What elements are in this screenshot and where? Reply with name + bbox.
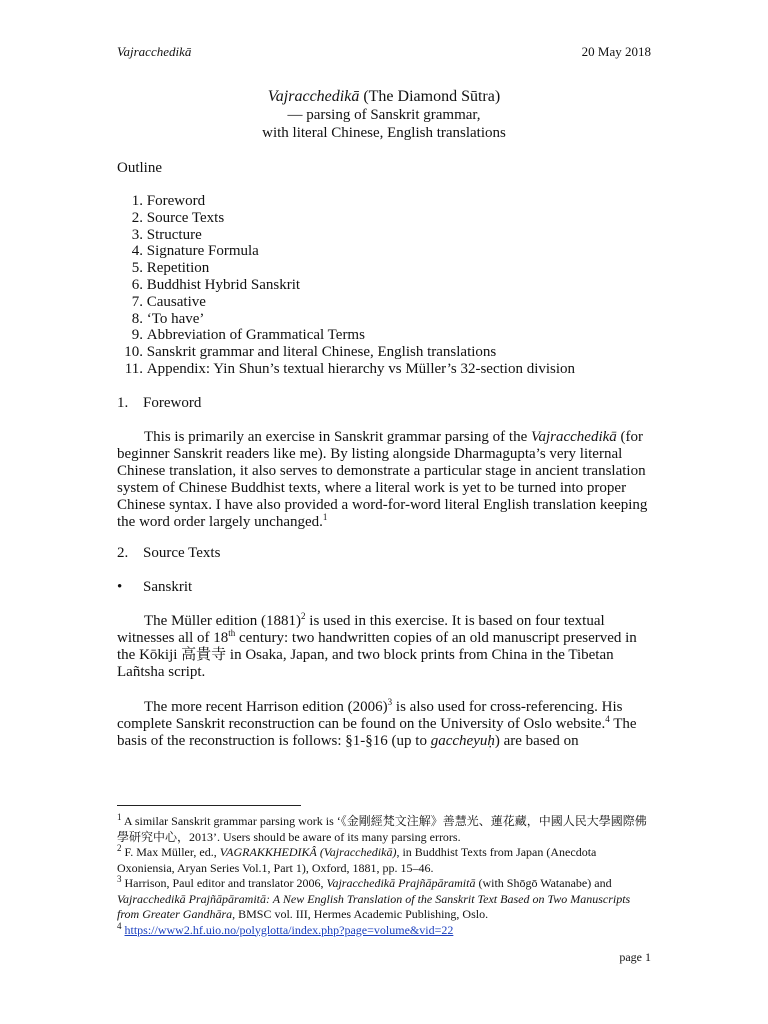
footnote-text: A similar Sanskrit grammar parsing work is ‘《金剛經梵文注解》善慧光、蓮花藏，中國人民大學國際佛學研究中心，2013’. Users should be aware of its many parsing errors.	[117, 814, 647, 844]
ordinal-suffix: th	[228, 628, 236, 638]
outline-item	[117, 193, 651, 210]
footnote-text-italic: Vajracchedikā Prajñāpāramitā: A New English Translation of the Sanskrit Text Based on Two Manuscripts from Greater Gandhāra	[117, 891, 631, 921]
document-title	[117, 88, 651, 106]
title-italic: Vajracchedikā	[267, 88, 360, 105]
bullet-text: Sanskrit	[143, 579, 193, 595]
footnote-ref[interactable]: 1	[322, 512, 328, 522]
footnote-text: F. Max Müller, ed.,	[121, 845, 220, 859]
outline-item	[117, 243, 651, 260]
foreword-paragraph	[117, 429, 651, 531]
outline-item-text: Repetition	[146, 260, 210, 277]
footnote-ref[interactable]: 2	[301, 611, 306, 621]
footnote-text: (with Shōgō Watanabe) and	[475, 876, 612, 890]
text-run: The basis of the reconstruction is follows: §1-§16 (up to	[117, 716, 637, 749]
subtitle-line-2: with literal Chinese, English translations	[262, 125, 506, 141]
section-number: 1.	[117, 395, 129, 411]
outline-item-text: ‘To have’	[146, 310, 205, 327]
outline-item-text: Foreword	[146, 193, 206, 209]
outline-heading: Outline	[117, 160, 162, 176]
outline-item	[117, 311, 651, 328]
outline-item-number: 6.	[131, 276, 143, 293]
outline-item-number: 1.	[131, 193, 143, 209]
footnotes	[117, 814, 651, 938]
text-run-italic: Vajracchedikā	[530, 429, 617, 445]
text-run: This is primarily an exercise in Sanskrit grammar parsing of the	[144, 429, 531, 445]
text-run: The Müller edition (1881)	[144, 613, 302, 629]
footnote-ref[interactable]: 4	[605, 714, 610, 724]
outline-item	[117, 327, 651, 344]
outline-item-text: Appendix: Yin Shun’s textual hierarchy vs Müller’s 32-section division	[146, 360, 576, 377]
outline-item	[117, 361, 651, 378]
footnote-text: , BMSC vol. III, Hermes Academic Publishing, Oslo.	[232, 907, 489, 921]
outline-item-text: Causative	[146, 293, 206, 310]
bullet-glyph: •	[117, 579, 123, 595]
outline-item-number: 5.	[131, 260, 143, 277]
section-title: Source Texts	[143, 545, 221, 561]
outline-item	[117, 210, 651, 227]
footnote-4	[117, 920, 651, 939]
outline-item-number: 11.	[124, 360, 143, 377]
source-paragraph-1	[117, 613, 651, 681]
outline-item	[117, 227, 651, 244]
outline-item-number: 2.	[131, 209, 143, 226]
outline-item-number: 4.	[131, 243, 143, 260]
page-number: page 1	[619, 950, 651, 964]
source-paragraph-2	[117, 699, 651, 750]
section-number: 2.	[117, 545, 129, 561]
section-title: Foreword	[143, 395, 202, 411]
title-rest: (The Diamond Sūtra)	[359, 88, 501, 105]
section-heading-foreword	[117, 395, 651, 412]
outline-item-number: 3.	[131, 226, 143, 243]
text-run: (for beginner Sanskrit readers like me). By listing alongside Dharmagupta’s very liternal Chinese translation, it also serves to demonstrate a particular stage in ancient translation system of Chinese Buddhist texts, where a literal work is yet to be turned into proper Chinese syntax. I have also provided a word-for-word literal English translation keeping the word order largely unchanged.	[117, 429, 648, 530]
outline-item-text: Abbreviation of Grammatical Terms	[146, 327, 365, 344]
footnote-text-italic: VAGRAKKHEDIKÂ (Vajracchedikā)	[219, 845, 397, 859]
text-run: The more recent Harrison edition (2006)	[144, 699, 388, 715]
footnote-number: 3	[117, 874, 122, 884]
outline-item-number: 9.	[131, 327, 143, 344]
outline-item	[117, 260, 651, 277]
footnote-2	[117, 845, 651, 876]
footnote-text: , in Buddhist Texts from Japan (Anecdota Oxoniensia, Aryan Series Vol.1, Part 1), Oxford, 1881, pp. 15–46.	[117, 845, 597, 875]
footnote-number: 1	[117, 812, 122, 822]
running-header-date: 20 May 2018	[581, 44, 651, 59]
section-heading-source-texts	[117, 545, 651, 562]
bullet-sanskrit	[117, 579, 651, 596]
outline-item-text: Sanskrit grammar and literal Chinese, English translations	[146, 344, 497, 361]
outline-item	[117, 344, 651, 361]
text-run: is used in this exercise. It is based on four textual witnesses all of 18	[117, 613, 605, 646]
footnote-text-italic: Vajracchedikā Prajñāpāramitā	[326, 876, 476, 890]
outline-item-text: Buddhist Hybrid Sanskrit	[146, 276, 301, 293]
outline-item	[117, 277, 651, 294]
outline-item	[117, 294, 651, 311]
outline-item-text: Signature Formula	[146, 243, 259, 260]
text-run: century: two handwritten copies of an old manuscript preserved in the Kōkiji 高貴寺 in Osaka, Japan, and two block prints from China in the Tibetan Lañtsha script.	[117, 630, 637, 680]
outline-item-number: 7.	[131, 293, 143, 310]
outline-item-number: 8.	[131, 310, 143, 327]
text-run: ) are based on	[494, 733, 579, 749]
footnote-text: Harrison, Paul editor and translator 2006,	[121, 876, 327, 890]
title-block	[117, 88, 651, 142]
text-run: is also used for cross-referencing. His complete Sanskrit reconstruction can be found on the University of Oslo website.	[117, 699, 623, 732]
outline-item-text: Structure	[146, 226, 202, 243]
subtitle-line-1: — parsing of Sanskrit grammar,	[287, 107, 481, 123]
text-run-italic: gaccheyuḥ	[430, 733, 495, 749]
footnote-separator	[117, 805, 301, 806]
outline-item-number: 10.	[124, 344, 143, 361]
footnote-ref[interactable]: 3	[387, 697, 393, 707]
footnote-number: 4	[117, 920, 122, 931]
footnote-link[interactable]: https://www2.hf.uio.no/polyglotta/index.php?page=volume&vid=22	[124, 922, 454, 937]
footnote-3	[117, 876, 651, 923]
footnote-number: 2	[117, 843, 122, 853]
outline-item-text: Source Texts	[146, 209, 225, 226]
outline-list	[117, 193, 651, 378]
running-header-title: Vajracchedikā	[117, 44, 192, 59]
footnote-1	[117, 814, 651, 845]
